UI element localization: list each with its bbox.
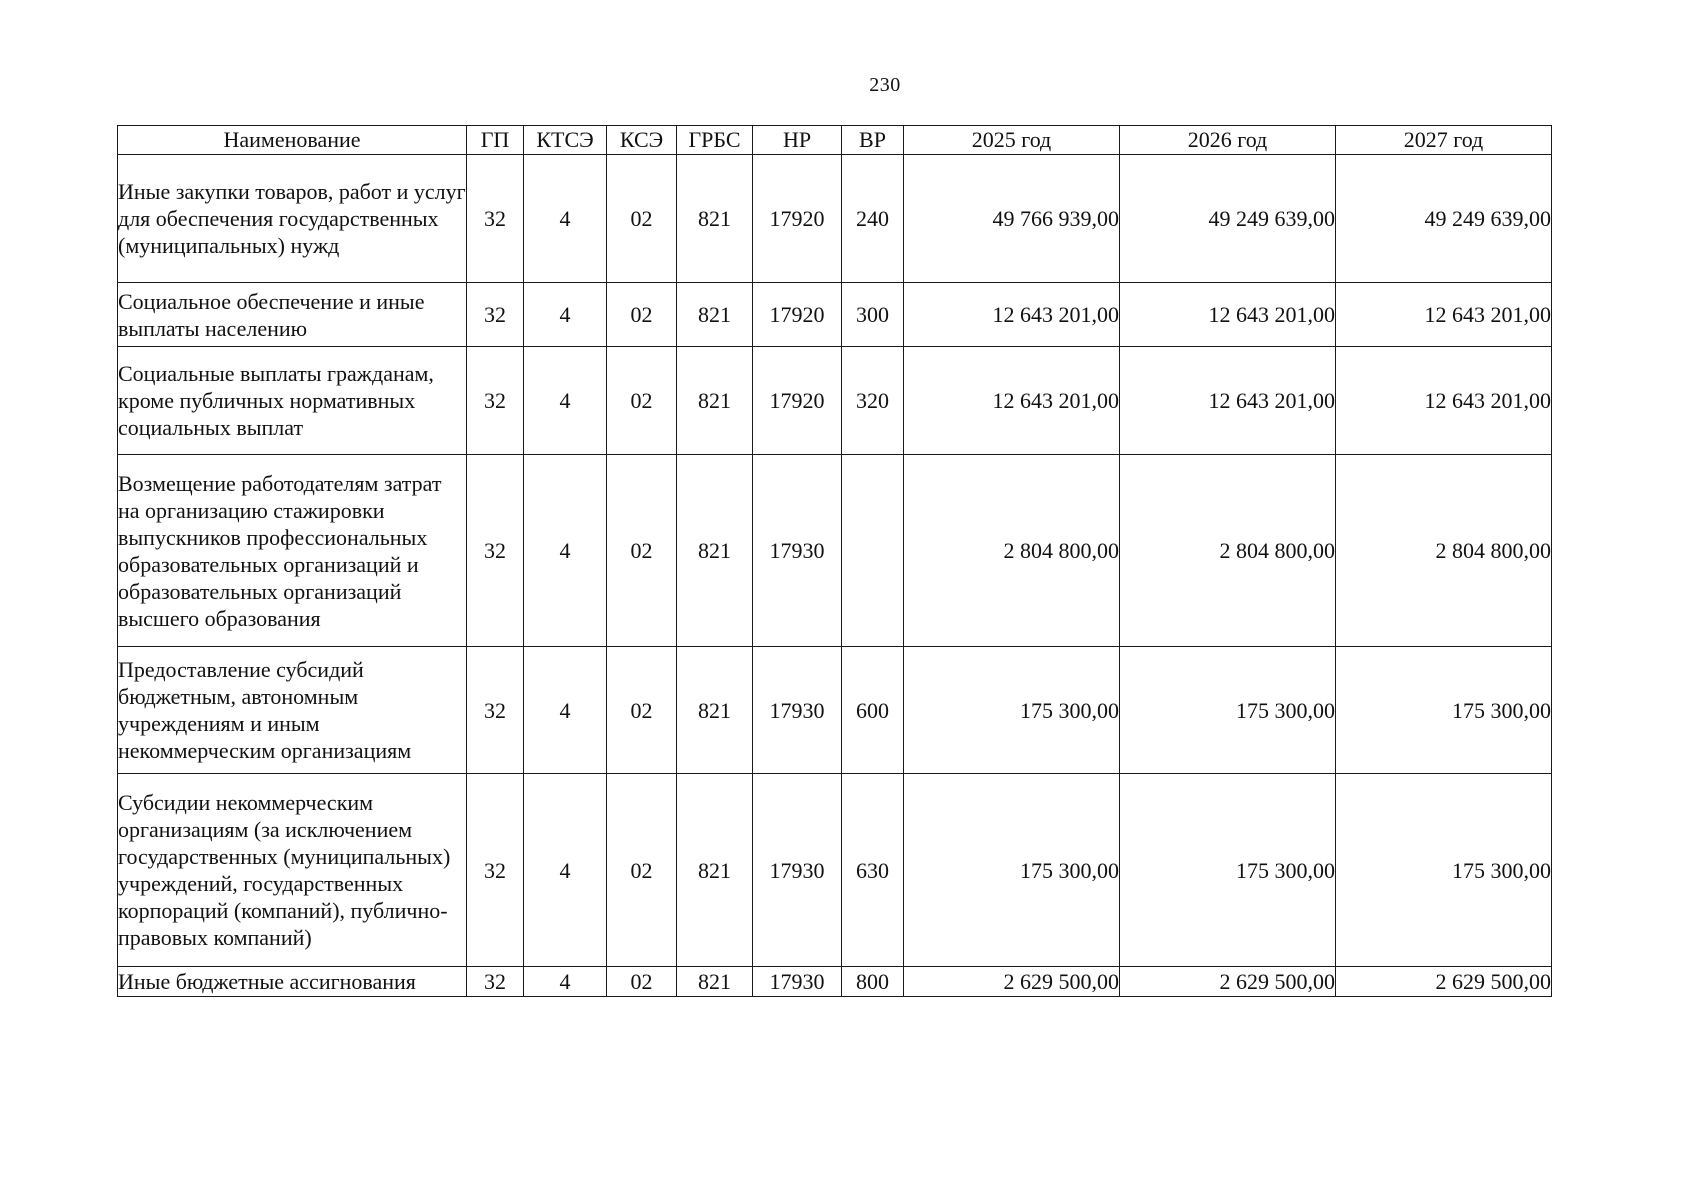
cell-2027: 175 300,00 xyxy=(1336,774,1552,967)
cell-ktse: 4 xyxy=(524,774,607,967)
cell-ktse: 4 xyxy=(524,155,607,283)
header-name: Наименование xyxy=(118,126,467,155)
table-row xyxy=(118,283,1552,347)
header-grbs: ГРБС xyxy=(677,126,753,155)
cell-nr: 17920 xyxy=(753,347,842,455)
cell-2025: 12 643 201,00 xyxy=(904,283,1120,347)
cell-2027: 12 643 201,00 xyxy=(1336,347,1552,455)
cell-kse: 02 xyxy=(607,155,677,283)
cell-vr: 300 xyxy=(842,283,904,347)
budget-table xyxy=(117,125,1552,997)
header-gp: ГП xyxy=(467,126,524,155)
cell-kse: 02 xyxy=(607,283,677,347)
cell-gp: 32 xyxy=(467,967,524,997)
table-row xyxy=(118,155,1552,283)
cell-vr: 800 xyxy=(842,967,904,997)
cell-2026: 175 300,00 xyxy=(1120,774,1336,967)
cell-nr: 17920 xyxy=(753,283,842,347)
header-nr: НР xyxy=(753,126,842,155)
table-row xyxy=(118,967,1552,997)
cell-2026: 12 643 201,00 xyxy=(1120,283,1336,347)
cell-kse: 02 xyxy=(607,455,677,647)
cell-gp: 32 xyxy=(467,774,524,967)
cell-vr xyxy=(842,455,904,647)
cell-vr: 240 xyxy=(842,155,904,283)
cell-ktse: 4 xyxy=(524,967,607,997)
cell-kse: 02 xyxy=(607,647,677,774)
cell-nr: 17930 xyxy=(753,455,842,647)
cell-ktse: 4 xyxy=(524,455,607,647)
cell-vr: 630 xyxy=(842,774,904,967)
table-row xyxy=(118,647,1552,774)
cell-2025: 2 629 500,00 xyxy=(904,967,1120,997)
row-name: Субсидии некоммерческим организациям (за исключением государственных (муниципальных) учреждений, государственных корпораций (компаний), публично-правовых компаний) xyxy=(118,774,467,967)
row-name: Предоставление субсидий бюджетным, автономным учреждениям и иным некоммерческим организациям xyxy=(118,647,467,774)
header-2025: 2025 год xyxy=(904,126,1120,155)
cell-grbs: 821 xyxy=(677,774,753,967)
cell-2027: 2 629 500,00 xyxy=(1336,967,1552,997)
cell-ktse: 4 xyxy=(524,347,607,455)
header-vr: ВР xyxy=(842,126,904,155)
cell-vr: 320 xyxy=(842,347,904,455)
cell-gp: 32 xyxy=(467,455,524,647)
cell-2027: 175 300,00 xyxy=(1336,647,1552,774)
cell-ktse: 4 xyxy=(524,647,607,774)
cell-kse: 02 xyxy=(607,347,677,455)
cell-gp: 32 xyxy=(467,283,524,347)
table-row xyxy=(118,774,1552,967)
cell-2027: 49 249 639,00 xyxy=(1336,155,1552,283)
row-name: Социальное обеспечение и иные выплаты населению xyxy=(118,283,467,347)
page-number: 230 xyxy=(869,74,901,96)
table-row xyxy=(118,455,1552,647)
cell-2026: 2 629 500,00 xyxy=(1120,967,1336,997)
cell-2025: 175 300,00 xyxy=(904,647,1120,774)
cell-grbs: 821 xyxy=(677,347,753,455)
cell-kse: 02 xyxy=(607,967,677,997)
cell-grbs: 821 xyxy=(677,283,753,347)
cell-grbs: 821 xyxy=(677,155,753,283)
cell-gp: 32 xyxy=(467,155,524,283)
cell-nr: 17920 xyxy=(753,155,842,283)
row-name: Социальные выплаты гражданам, кроме публичных нормативных социальных выплат xyxy=(118,347,467,455)
cell-2025: 49 766 939,00 xyxy=(904,155,1120,283)
cell-grbs: 821 xyxy=(677,647,753,774)
cell-2026: 2 804 800,00 xyxy=(1120,455,1336,647)
header-ktse: КТСЭ xyxy=(524,126,607,155)
cell-2026: 175 300,00 xyxy=(1120,647,1336,774)
cell-2027: 2 804 800,00 xyxy=(1336,455,1552,647)
cell-2026: 12 643 201,00 xyxy=(1120,347,1336,455)
header-2026: 2026 год xyxy=(1120,126,1336,155)
table-row xyxy=(118,347,1552,455)
cell-2025: 175 300,00 xyxy=(904,774,1120,967)
cell-2025: 2 804 800,00 xyxy=(904,455,1120,647)
cell-vr: 600 xyxy=(842,647,904,774)
cell-nr: 17930 xyxy=(753,647,842,774)
cell-gp: 32 xyxy=(467,647,524,774)
cell-nr: 17930 xyxy=(753,967,842,997)
cell-grbs: 821 xyxy=(677,967,753,997)
cell-2026: 49 249 639,00 xyxy=(1120,155,1336,283)
row-name: Возмещение работодателям затрат на организацию стажировки выпускников профессиональных образовательных организаций и образовательных организаций высшего образования xyxy=(118,455,467,647)
cell-gp: 32 xyxy=(467,347,524,455)
table-header-row xyxy=(118,126,1552,155)
cell-2025: 12 643 201,00 xyxy=(904,347,1120,455)
header-2027: 2027 год xyxy=(1336,126,1552,155)
cell-grbs: 821 xyxy=(677,455,753,647)
row-name: Иные бюджетные ассигнования xyxy=(118,967,467,997)
cell-nr: 17930 xyxy=(753,774,842,967)
row-name: Иные закупки товаров, работ и услуг для обеспечения государственных (муниципальных) нужд xyxy=(118,155,467,283)
header-kse: КСЭ xyxy=(607,126,677,155)
cell-2027: 12 643 201,00 xyxy=(1336,283,1552,347)
cell-kse: 02 xyxy=(607,774,677,967)
cell-ktse: 4 xyxy=(524,283,607,347)
